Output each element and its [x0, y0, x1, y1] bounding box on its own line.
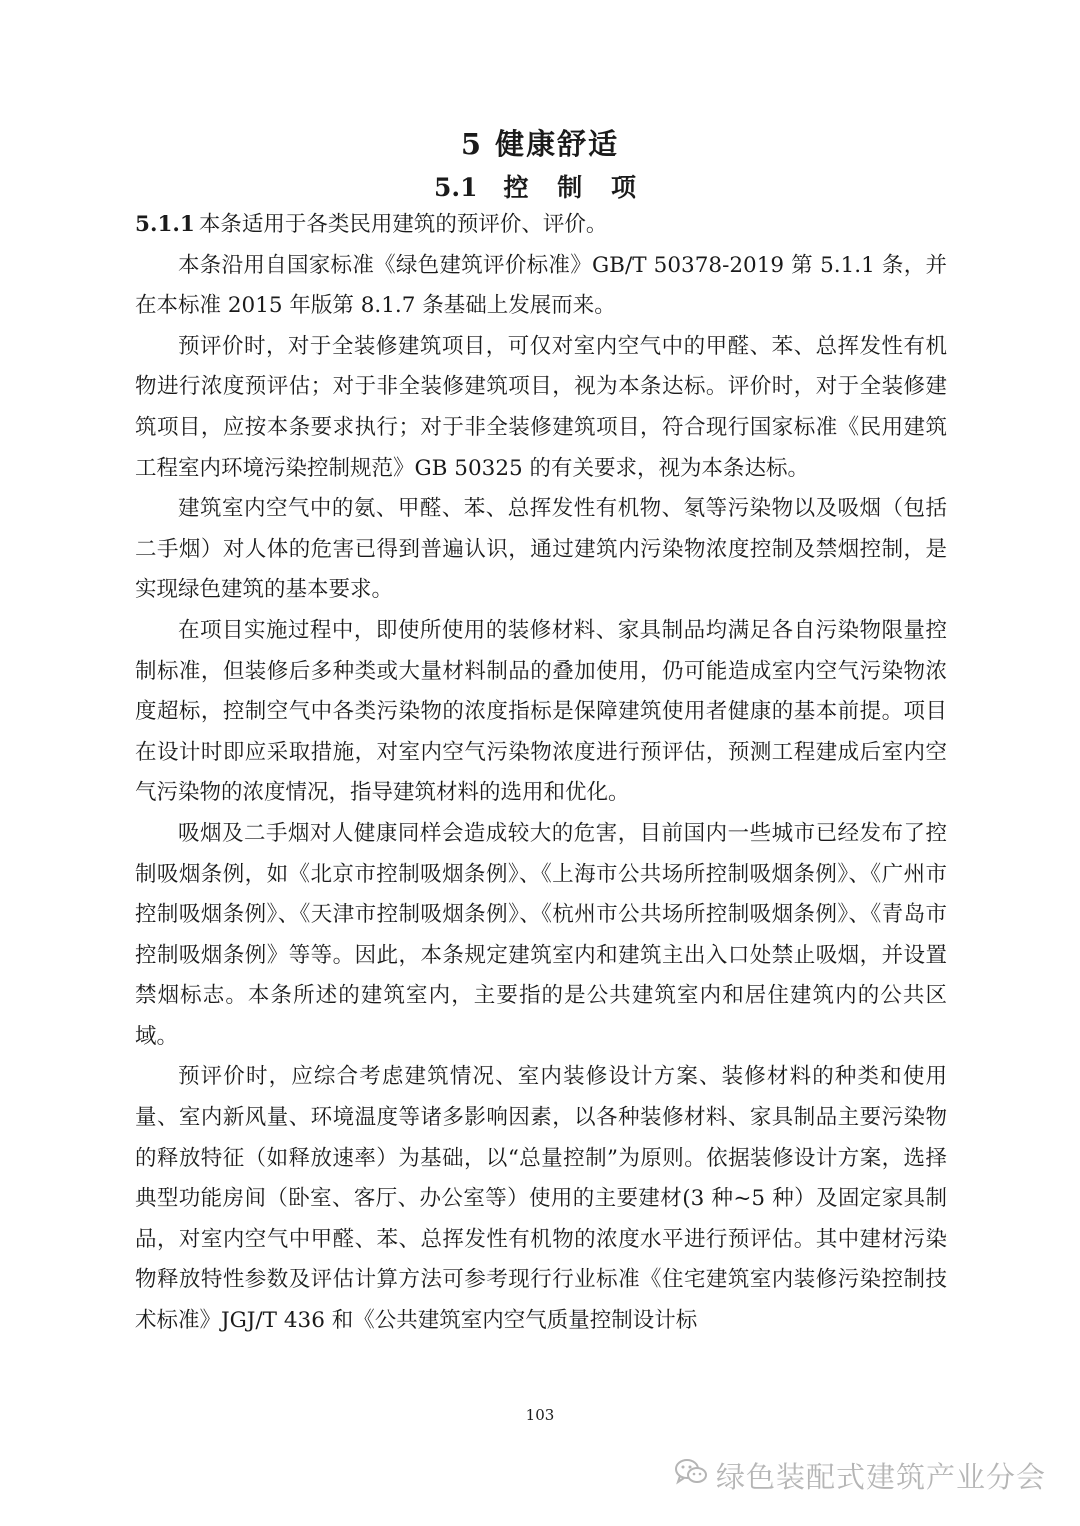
section-number: 5.1 — [434, 173, 478, 202]
paragraph: 本条沿用自国家标准《绿色建筑评价标准》GB/T 50378-2019 第 5.1.1 条，并在本标准 2015 年版第 8.1.7 条基础上发展而来。 — [135, 252, 947, 319]
section-title — [0, 168, 1080, 204]
body-text — [135, 205, 947, 1342]
chapter-title: 5 健康舒适 — [460, 127, 620, 161]
section-name: 控 制 项 — [503, 173, 646, 202]
clause-paragraph — [135, 205, 947, 246]
paragraph: 建筑室内空气中的氨、甲醛、苯、总挥发性有机物、氡等污染物以及吸烟（包括二手烟）对人体的危害已得到普遍认识，通过建筑内污染物浓度控制及禁烟控制，是实现绿色建筑的基本要求。 — [135, 496, 947, 603]
paragraph: 预评价时，应综合考虑建筑情况、室内装修设计方案、装修材料的种类和使用量、室内新风量、环境温度等诸多影响因素，以各种装修材料、家具制品主要污染物的释放特征（如释放速率）为基础，以“总量控制”为原则。依据装修设计方案，选择典型功能房间（卧室、客厅、办公室等）使用的主要建材(3 种~5 种）及固定家具制品，对室内空气中甲醛、苯、总挥发性有机物的浓度水平进行预评估。其中建材污染物释放特性参数及评估计算方法可参考现行行业标准《住宅建筑室内装修污染控制技术标准》JGJ/T 436 和《公共建筑室内空气质量控制设计标 — [135, 1064, 947, 1334]
clause-text: 本条适用于各类民用建筑的预评价、评价。 — [198, 212, 608, 237]
paragraph: 预评价时，对于全装修建筑项目，可仅对室内空气中的甲醛、苯、总挥发性有机物进行浓度预评估；对于非全装修建筑项目，视为本条达标。评价时，对于全装修建筑项目，应按本条要求执行；对于非全装修建筑项目，符合现行国家标准《民用建筑工程室内环境污染控制规范》GB 50325 的有关要求，视为本条达标。 — [135, 333, 947, 481]
watermark-text: 绿色装配式建筑产业分会 — [715, 1459, 1046, 1494]
paragraph: 吸烟及二手烟对人健康同样会造成较大的危害，目前国内一些城市已经发布了控制吸烟条例，如《北京市控制吸烟条例》、《上海市公共场所控制吸烟条例》、《广州市控制吸烟条例》、《天津市控制吸烟条例》、《杭州市公共场所控制吸烟条例》、《青岛市控制吸烟条例》等等。因此，本条规定建筑室内和建筑主出入口处禁止吸烟，并设置禁烟标志。本条所述的建筑室内，主要指的是公共建筑室内和居住建筑内的公共区域。 — [135, 820, 947, 1049]
clause-number: 5.1.1 — [135, 212, 195, 237]
watermark — [674, 1455, 1046, 1495]
wechat-icon — [674, 1457, 716, 1494]
page-number: 103 — [525, 1406, 555, 1424]
paragraph: 在项目实施过程中，即使所使用的装修材料、家具制品均满足各自污染物限量控制标准，但装修后多种类或大量材料制品的叠加使用，仍可能造成室内空气污染物浓度超标，控制空气中各类污染物的浓度指标是保障建筑使用者健康的基本前提。项目在设计时即应采取措施，对室内空气污染物浓度进行预评估，预测工程建成后室内空气污染物的浓度情况，指导建筑材料的选用和优化。 — [135, 617, 947, 806]
